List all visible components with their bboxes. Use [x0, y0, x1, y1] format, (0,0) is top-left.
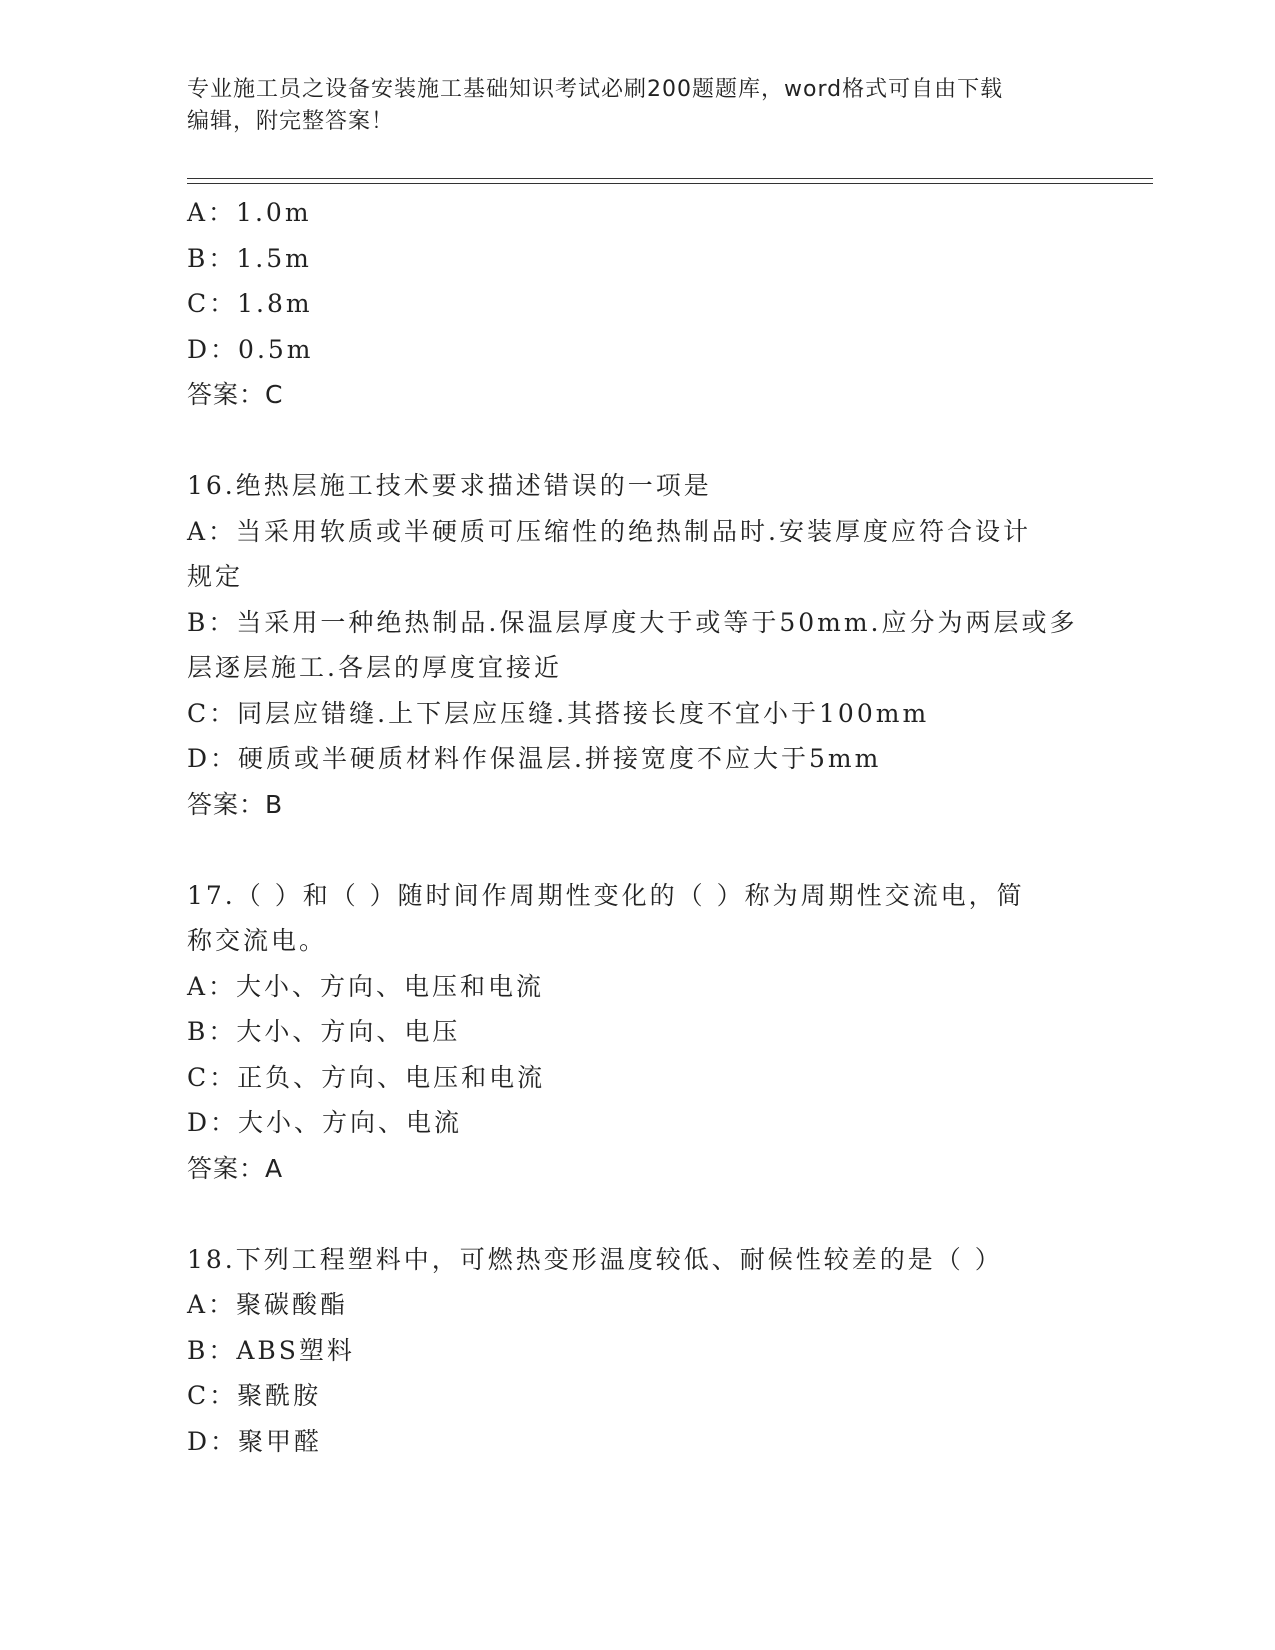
option-c: C：聚酰胺 [187, 1381, 322, 1410]
option-b: B：当采用一种绝热制品.保温层厚度大于或等于50mm.应分为两层或多 [187, 607, 1078, 637]
option-b: B：大小、方向、电压 [187, 1017, 461, 1046]
header-title-line1: 专业施工员之设备安装施工基础知识考试必刷200题题库，word格式可自由下载 [187, 77, 1004, 102]
answer: 答案：A [187, 1153, 284, 1183]
answer: 答案：C [187, 380, 284, 409]
question-15-block [187, 190, 1087, 418]
answer: 答案：B [187, 789, 284, 819]
question-17-block [187, 873, 1087, 1192]
option-d: D：0.5m [187, 334, 314, 364]
question-text: 18.下列工程塑料中，可燃热变形温度较低、耐候性较差的是（ ） [187, 1244, 1003, 1274]
option-d: D：硬质或半硬质材料作保温层.拼接宽度不应大于5mm [187, 744, 882, 773]
question-text: 17.（ ）和（ ）随时间作周期性变化的（ ）称为周期性交流电，简 [187, 880, 1025, 910]
question-16-block [187, 463, 1087, 827]
spacer [187, 1191, 1087, 1237]
option-d: D：聚甲醛 [187, 1426, 323, 1456]
option-c: C：正负、方向、电压和电流 [187, 1062, 546, 1092]
option-d: D：大小、方向、电流 [187, 1108, 463, 1137]
spacer [187, 827, 1087, 873]
header-divider-bottom [187, 183, 1153, 184]
option-b: B：1.5m [187, 243, 312, 273]
question-text: 16.绝热层施工技术要求描述错误的一项是 [187, 471, 712, 500]
option-b-continued: 层逐层施工.各层的厚度宜接近 [187, 653, 562, 682]
spacer [187, 418, 1087, 464]
option-a: A：当采用软质或半硬质可压缩性的绝热制品时.安装厚度应符合设计 [187, 516, 1032, 546]
option-c: C：同层应错缝.上下层应压缝.其搭接长度不宜小于100mm [187, 698, 930, 728]
question-content [187, 190, 1087, 1464]
header-title-line2: 编辑，附完整答案！ [187, 109, 395, 134]
document-header [187, 74, 1067, 138]
question-text-continued: 称交流电。 [187, 926, 328, 955]
option-a: A：1.0m [187, 198, 312, 227]
option-c: C：1.8m [187, 289, 313, 318]
option-a: A：聚碳酸酯 [187, 1290, 349, 1319]
question-18-block [187, 1237, 1087, 1465]
header-divider-top [187, 178, 1153, 179]
option-a: A：大小、方向、电压和电流 [187, 971, 545, 1001]
option-b: B：ABS塑料 [187, 1335, 355, 1365]
option-a-continued: 规定 [187, 562, 244, 591]
